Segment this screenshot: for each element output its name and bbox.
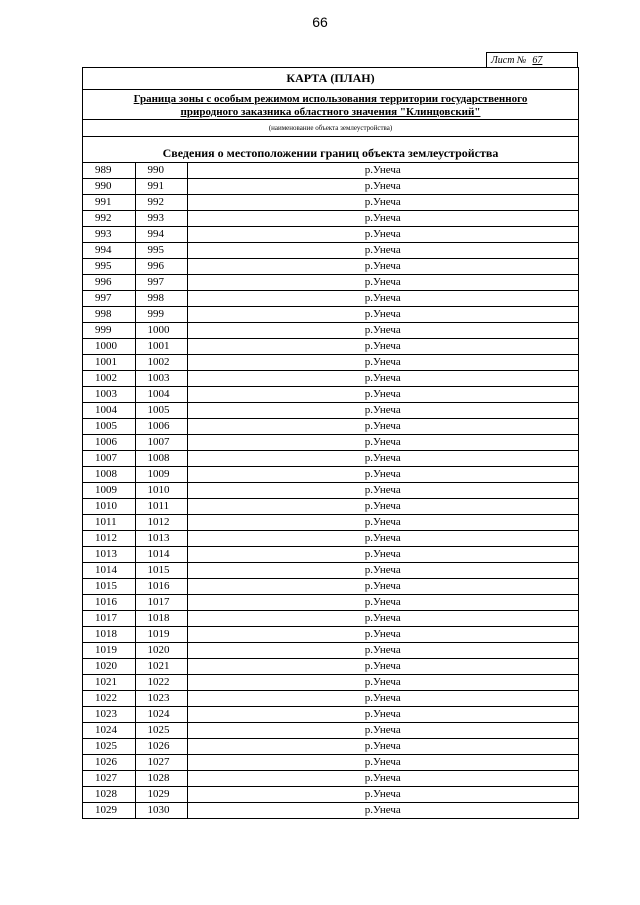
point-from-cell: 994: [83, 243, 135, 259]
point-from-cell: 1001: [83, 355, 135, 371]
point-from-cell: 1006: [83, 435, 135, 451]
description-cell: р.Унеча: [187, 579, 578, 595]
point-to-cell: 991: [135, 179, 187, 195]
point-to-cell: 1027: [135, 755, 187, 771]
point-from-cell: 1015: [83, 579, 135, 595]
description-cell: р.Унеча: [187, 563, 578, 579]
table-row: [83, 419, 578, 435]
description-cell: р.Унеча: [187, 195, 578, 211]
table-row: [83, 435, 578, 451]
point-to-cell: 1022: [135, 675, 187, 691]
point-to-cell: 1007: [135, 435, 187, 451]
point-from-cell: 1021: [83, 675, 135, 691]
point-from-cell: 1002: [83, 371, 135, 387]
point-from-cell: 995: [83, 259, 135, 275]
description-cell: р.Унеча: [187, 627, 578, 643]
table-row: [83, 643, 578, 659]
point-from-cell: 996: [83, 275, 135, 291]
object-caption: (наименование объекта землеустройства): [83, 120, 578, 137]
table-row: [83, 547, 578, 563]
table-row: [83, 659, 578, 675]
point-to-cell: 1002: [135, 355, 187, 371]
table-row: [83, 227, 578, 243]
description-cell: р.Унеча: [187, 355, 578, 371]
point-from-cell: 1028: [83, 787, 135, 803]
description-cell: р.Унеча: [187, 179, 578, 195]
point-to-cell: 1006: [135, 419, 187, 435]
description-cell: р.Унеча: [187, 771, 578, 787]
point-to-cell: 1028: [135, 771, 187, 787]
description-cell: р.Унеча: [187, 803, 578, 819]
point-from-cell: 1022: [83, 691, 135, 707]
point-to-cell: 997: [135, 275, 187, 291]
point-to-cell: 1004: [135, 387, 187, 403]
description-cell: р.Унеча: [187, 451, 578, 467]
table-row: [83, 355, 578, 371]
point-to-cell: 1020: [135, 643, 187, 659]
table-row: [83, 259, 578, 275]
table-row: [83, 611, 578, 627]
point-from-cell: 1018: [83, 627, 135, 643]
description-cell: р.Унеча: [187, 611, 578, 627]
point-to-cell: 1011: [135, 499, 187, 515]
point-to-cell: 1026: [135, 739, 187, 755]
description-cell: р.Унеча: [187, 787, 578, 803]
description-cell: р.Унеча: [187, 323, 578, 339]
point-to-cell: 1000: [135, 323, 187, 339]
object-name-line-1: Граница зоны с особым режимом использования территории государственного: [133, 93, 528, 105]
point-from-cell: 1011: [83, 515, 135, 531]
table-row: [83, 371, 578, 387]
section-title: Сведения о местоположении границ объекта землеустройства: [83, 146, 578, 163]
table-row: [83, 211, 578, 227]
point-to-cell: 1010: [135, 483, 187, 499]
point-to-cell: 1012: [135, 515, 187, 531]
description-cell: р.Унеча: [187, 419, 578, 435]
description-cell: р.Унеча: [187, 211, 578, 227]
object-name-line-2: природного заказника областного значения "Клинцовский": [180, 106, 481, 118]
table-row: [83, 723, 578, 739]
description-cell: р.Унеча: [187, 259, 578, 275]
description-cell: р.Унеча: [187, 371, 578, 387]
point-to-cell: 1021: [135, 659, 187, 675]
point-to-cell: 993: [135, 211, 187, 227]
table-row: [83, 323, 578, 339]
header-spacer: [83, 137, 578, 146]
point-from-cell: 1026: [83, 755, 135, 771]
description-cell: р.Унеча: [187, 499, 578, 515]
point-from-cell: 1025: [83, 739, 135, 755]
boundary-table: [83, 163, 578, 818]
description-cell: р.Унеча: [187, 163, 578, 179]
description-cell: р.Унеча: [187, 739, 578, 755]
table-row: [83, 195, 578, 211]
point-from-cell: 990: [83, 179, 135, 195]
point-from-cell: 1007: [83, 451, 135, 467]
point-from-cell: 1005: [83, 419, 135, 435]
table-row: [83, 755, 578, 771]
description-cell: р.Унеча: [187, 483, 578, 499]
point-to-cell: 1003: [135, 371, 187, 387]
description-cell: р.Унеча: [187, 659, 578, 675]
point-to-cell: 996: [135, 259, 187, 275]
table-row: [83, 467, 578, 483]
table-row: [83, 739, 578, 755]
point-to-cell: 1005: [135, 403, 187, 419]
table-row: [83, 707, 578, 723]
table-row: [83, 275, 578, 291]
point-to-cell: 1024: [135, 707, 187, 723]
table-row: [83, 787, 578, 803]
description-cell: р.Унеча: [187, 675, 578, 691]
point-from-cell: 1014: [83, 563, 135, 579]
description-cell: р.Унеча: [187, 691, 578, 707]
description-cell: р.Унеча: [187, 403, 578, 419]
point-from-cell: 1013: [83, 547, 135, 563]
table-row: [83, 243, 578, 259]
table-row: [83, 403, 578, 419]
point-from-cell: 989: [83, 163, 135, 179]
map-plan-sheet: [82, 67, 579, 819]
point-from-cell: 998: [83, 307, 135, 323]
point-to-cell: 995: [135, 243, 187, 259]
point-from-cell: 1003: [83, 387, 135, 403]
point-to-cell: 990: [135, 163, 187, 179]
sheet-label: Лист №: [491, 55, 527, 66]
point-to-cell: 1019: [135, 627, 187, 643]
boundary-table-body: [83, 163, 578, 818]
description-cell: р.Унеча: [187, 339, 578, 355]
table-row: [83, 579, 578, 595]
description-cell: р.Унеча: [187, 387, 578, 403]
table-row: [83, 483, 578, 499]
point-to-cell: 1025: [135, 723, 187, 739]
table-row: [83, 179, 578, 195]
table-row: [83, 339, 578, 355]
point-to-cell: 1018: [135, 611, 187, 627]
description-cell: р.Унеча: [187, 435, 578, 451]
point-from-cell: 991: [83, 195, 135, 211]
point-to-cell: 1013: [135, 531, 187, 547]
description-cell: р.Унеча: [187, 723, 578, 739]
description-cell: р.Унеча: [187, 707, 578, 723]
point-to-cell: 1009: [135, 467, 187, 483]
point-from-cell: 997: [83, 291, 135, 307]
sheet-number-box: [486, 52, 578, 68]
description-cell: р.Унеча: [187, 547, 578, 563]
point-to-cell: 999: [135, 307, 187, 323]
table-row: [83, 307, 578, 323]
table-row: [83, 675, 578, 691]
point-to-cell: 998: [135, 291, 187, 307]
table-row: [83, 291, 578, 307]
point-from-cell: 1023: [83, 707, 135, 723]
point-to-cell: 1016: [135, 579, 187, 595]
table-row: [83, 771, 578, 787]
point-to-cell: 1017: [135, 595, 187, 611]
point-from-cell: 1029: [83, 803, 135, 819]
point-to-cell: 1008: [135, 451, 187, 467]
description-cell: р.Унеча: [187, 275, 578, 291]
point-to-cell: 992: [135, 195, 187, 211]
point-to-cell: 1015: [135, 563, 187, 579]
table-row: [83, 451, 578, 467]
description-cell: р.Унеча: [187, 531, 578, 547]
description-cell: р.Унеча: [187, 227, 578, 243]
point-to-cell: 1001: [135, 339, 187, 355]
document-title: КАРТА (ПЛАН): [83, 68, 578, 90]
description-cell: р.Унеча: [187, 595, 578, 611]
point-from-cell: 1010: [83, 499, 135, 515]
table-row: [83, 595, 578, 611]
point-from-cell: 1008: [83, 467, 135, 483]
point-to-cell: 994: [135, 227, 187, 243]
point-to-cell: 1029: [135, 787, 187, 803]
description-cell: р.Унеча: [187, 515, 578, 531]
point-from-cell: 1012: [83, 531, 135, 547]
point-to-cell: 1023: [135, 691, 187, 707]
point-from-cell: 1016: [83, 595, 135, 611]
description-cell: р.Унеча: [187, 291, 578, 307]
description-cell: р.Унеча: [187, 755, 578, 771]
point-from-cell: 1019: [83, 643, 135, 659]
table-row: [83, 803, 578, 819]
point-to-cell: 1030: [135, 803, 187, 819]
table-row: [83, 499, 578, 515]
object-name: [83, 90, 578, 120]
point-from-cell: 992: [83, 211, 135, 227]
point-from-cell: 1027: [83, 771, 135, 787]
page-number: 66: [312, 14, 328, 30]
table-row: [83, 163, 578, 179]
table-row: [83, 387, 578, 403]
point-from-cell: 999: [83, 323, 135, 339]
table-row: [83, 563, 578, 579]
table-row: [83, 515, 578, 531]
table-row: [83, 627, 578, 643]
table-row: [83, 531, 578, 547]
point-from-cell: 993: [83, 227, 135, 243]
description-cell: р.Унеча: [187, 643, 578, 659]
point-from-cell: 1024: [83, 723, 135, 739]
description-cell: р.Унеча: [187, 467, 578, 483]
point-from-cell: 1020: [83, 659, 135, 675]
point-from-cell: 1004: [83, 403, 135, 419]
point-to-cell: 1014: [135, 547, 187, 563]
description-cell: р.Унеча: [187, 243, 578, 259]
description-cell: р.Унеча: [187, 307, 578, 323]
sheet-number: 67: [532, 55, 543, 66]
table-row: [83, 691, 578, 707]
point-from-cell: 1017: [83, 611, 135, 627]
point-from-cell: 1009: [83, 483, 135, 499]
point-from-cell: 1000: [83, 339, 135, 355]
